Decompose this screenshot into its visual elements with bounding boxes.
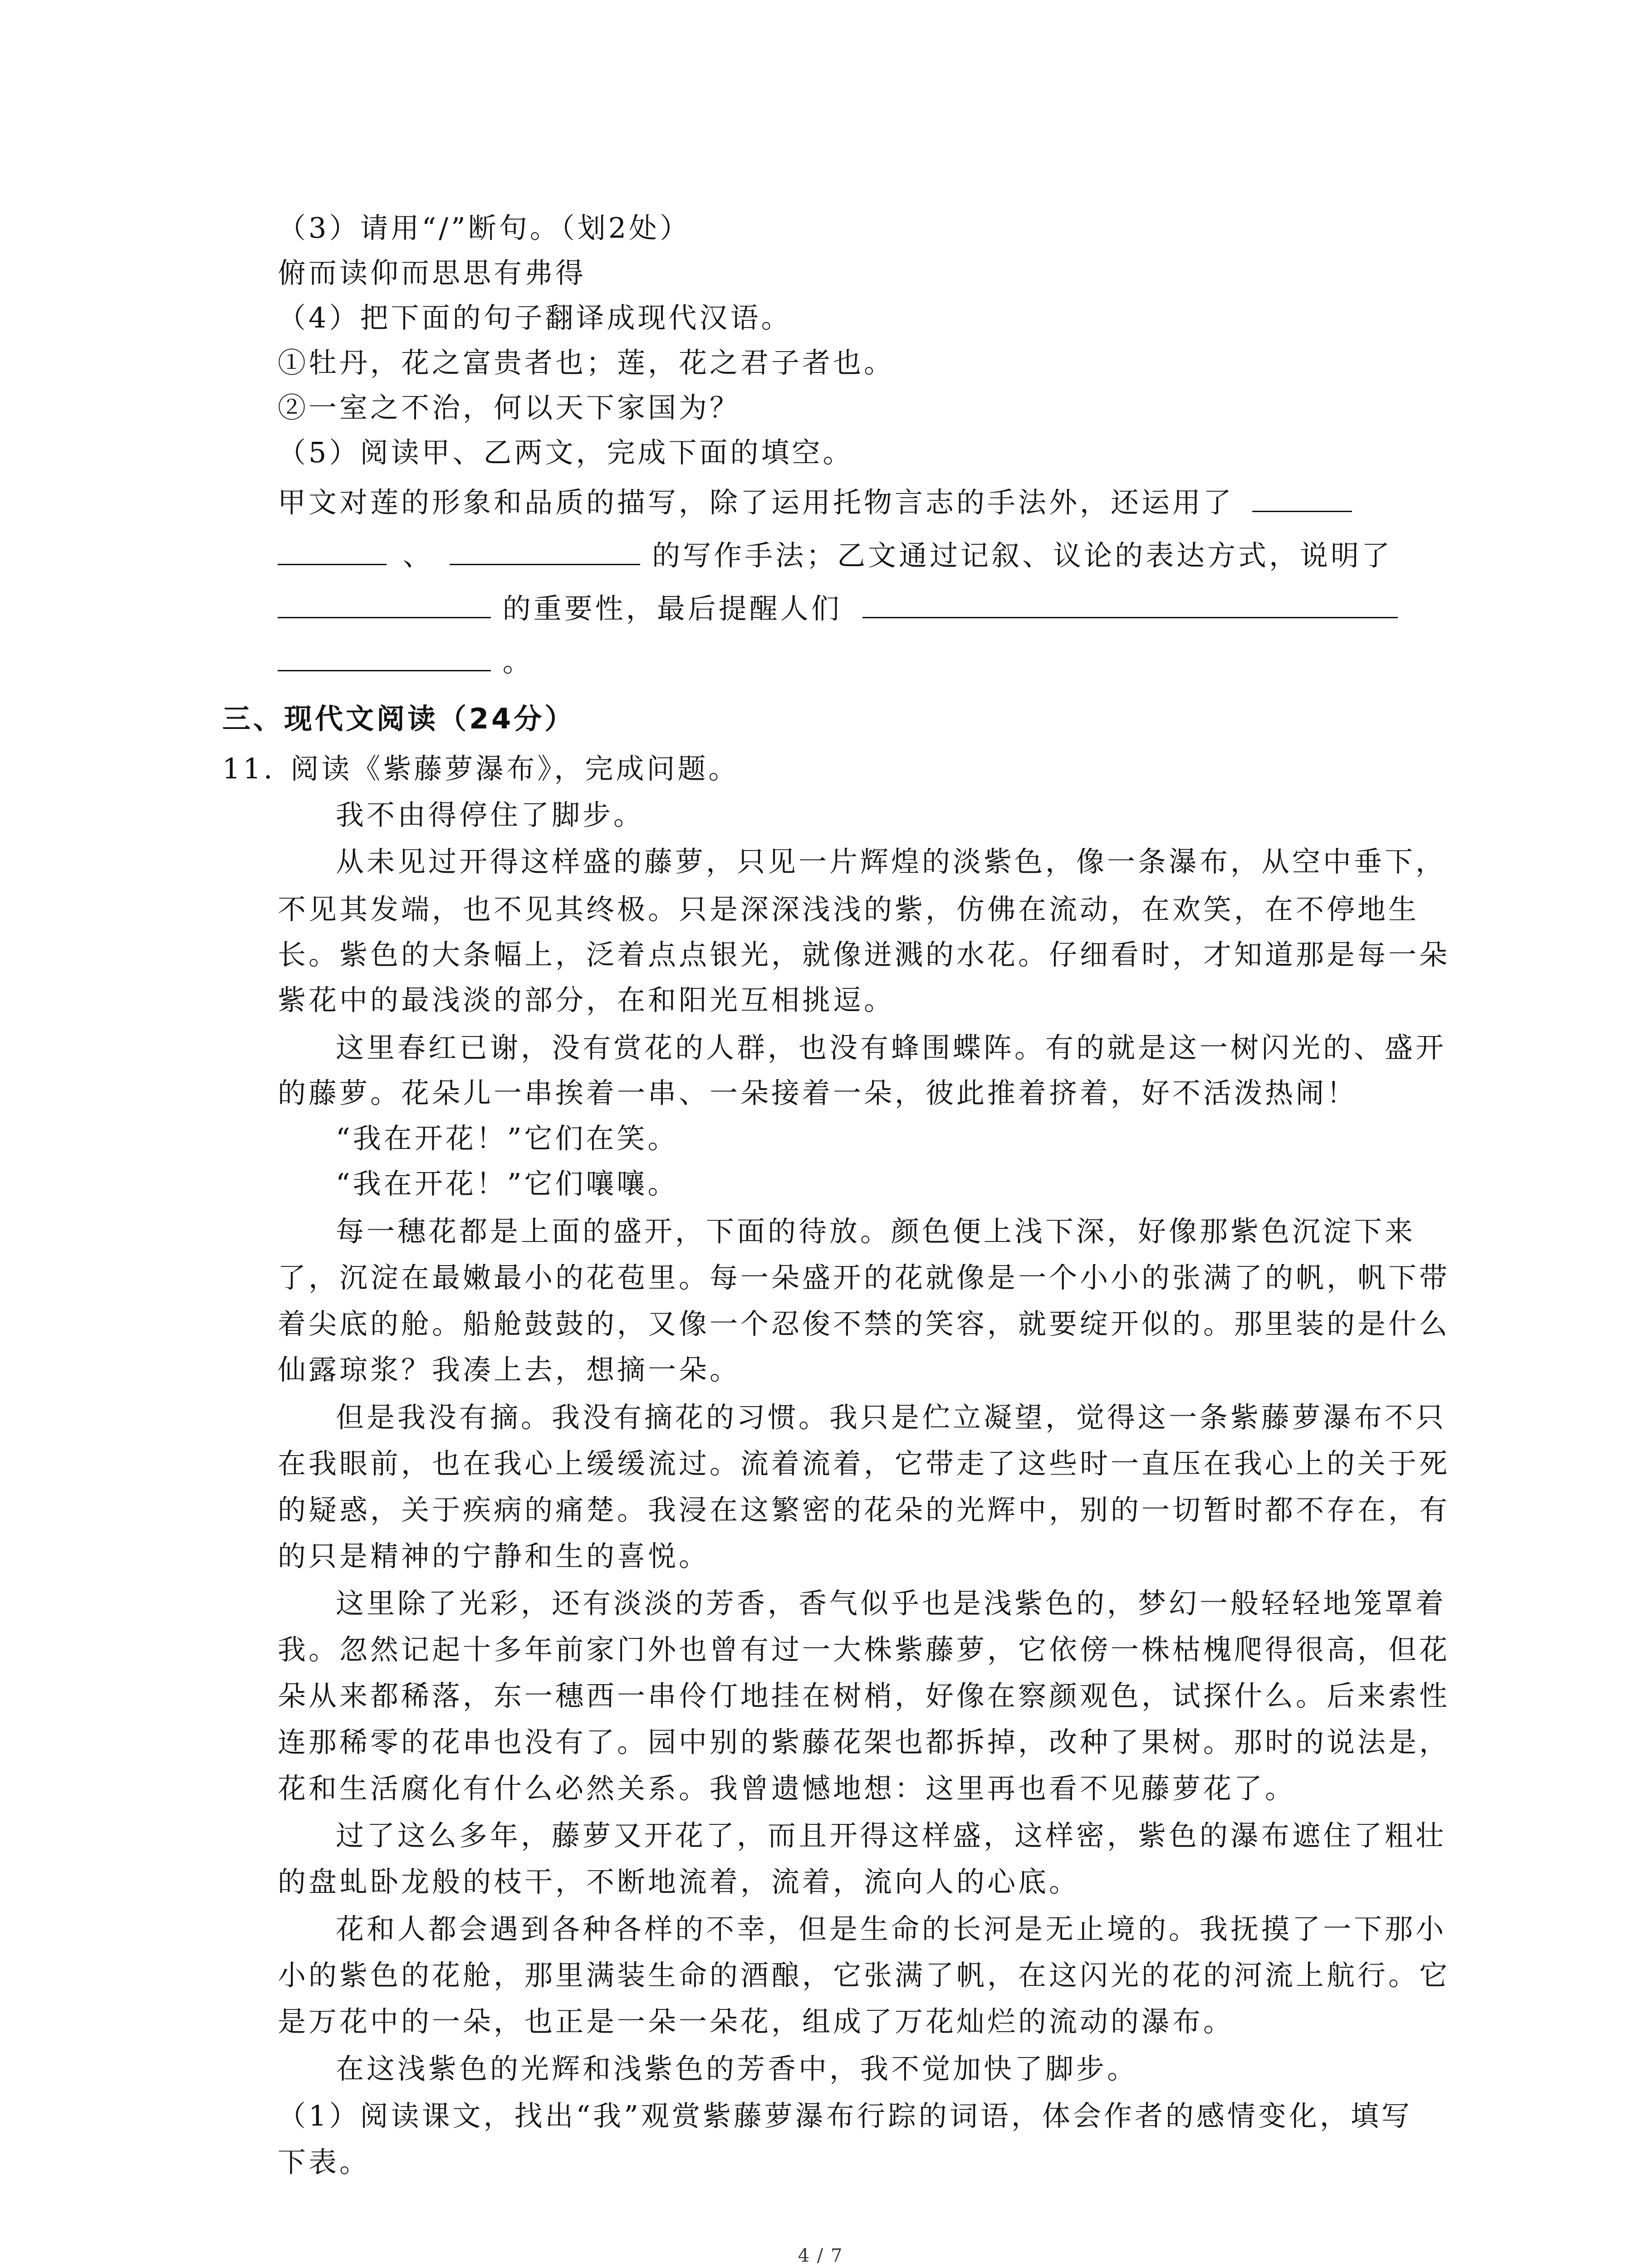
- q11-line: 花和人都会遇到各种各样的不幸，但是生命的长河是无止境的。我抚摸了一下那小: [336, 1912, 1447, 1945]
- q11-line: 了，沉淀在最嫩最小的花苞里。每一朵盛开的花就像是一个小小的张满了的帆，帆下带: [278, 1261, 1450, 1294]
- q11-line: 小的紫色的花舱，那里满装生命的酒酿，它张满了帆，在这闪光的花的河流上航行。它: [278, 1959, 1450, 1992]
- q11-line: 花和生活腐化有什么必然关系。我曾遗憾地想：这里再也看不见藤萝花了。: [278, 1772, 1296, 1805]
- section-heading: 三、现代文阅读（24分）: [222, 702, 576, 735]
- q11-title: 阅读《紫藤萝瀑布》，完成问题。: [290, 752, 740, 785]
- answer-blank-4[interactable]: [278, 589, 491, 618]
- q11-line: 长。紫色的大条幅上，泛着点点银光，就像迸溅的水花。仔细看时，才知道那是每一朵: [278, 938, 1450, 971]
- q10-sub4-item1: ①牡丹，花之富贵者也；莲，花之君子者也。: [278, 346, 895, 379]
- q10-sub3-prompt: （3）请用“/”断句。（划2处）: [278, 211, 691, 244]
- q11-line: 每一穗花都是上面的盛开，下面的待放。颜色便上浅下深，好像那紫色沉淀下来: [336, 1215, 1416, 1248]
- answer-blank-6[interactable]: [278, 642, 491, 671]
- q11-line: 的盘虬卧龙般的枝干，不断地流着，流着，流向人的心底。: [278, 1865, 1080, 1898]
- q11-line: 紫花中的最浅淡的部分，在和阳光互相挑逗。: [278, 983, 895, 1017]
- q11-sub1-line1: （1）阅读课文，找出“我”观赏紫藤萝瀑布行踪的词语，体会作者的感情变化，填写: [278, 2099, 1412, 2132]
- q11-line: 在这浅紫色的光辉和浅紫色的芳香中，我不觉加快了脚步。: [336, 2052, 1138, 2085]
- q11-line: 是万花中的一朵，也正是一朵一朵花，组成了万花灿烂的流动的瀑布。: [278, 2005, 1234, 2038]
- q11-line: 我不由得停住了脚步。: [336, 798, 645, 831]
- q10-sub4-item2: ②一室之不治，何以天下家国为？: [278, 391, 741, 424]
- q11-line: 连那稀零的花串也没有了。园中别的紫藤花架也都拆掉，改种了果树。那时的说法是，: [278, 1725, 1450, 1759]
- q11-line: 从未见过开得这样盛的藤萝，只见一片辉煌的淡紫色，像一条瀑布，从空中垂下，: [336, 845, 1447, 878]
- q10-sub5-line3: [278, 588, 1398, 629]
- q10-sub5-line4: [278, 641, 534, 682]
- page-number: 4 / 7: [798, 2245, 843, 2266]
- q10-sub5-line2-text: 的写作手法；乙文通过记叙、议论的表达方式，说明了: [652, 539, 1393, 572]
- q10-sub5-sep: 、: [402, 539, 434, 572]
- q11-line: 这里春红已谢，没有赏花的人群，也没有蜂围蝶阵。有的就是这一树闪光的、盛开: [336, 1031, 1447, 1064]
- q11-line: “我在开花！”它们在笑。: [336, 1122, 679, 1155]
- q10-sub4-prompt: （4）把下面的句子翻译成现代汉语。: [278, 301, 792, 334]
- q10-sub5-line3-text: 的重要性，最后提醒人们: [502, 592, 842, 625]
- q11-header: [222, 748, 739, 789]
- answer-blank-5[interactable]: [862, 589, 1398, 618]
- q10-sub5-prompt: （5）阅读甲、乙两文，完成下面的填空。: [278, 436, 854, 469]
- q11-number: 11.: [222, 752, 275, 785]
- answer-blank-3[interactable]: [450, 536, 640, 565]
- q11-line: 这里除了光彩，还有淡淡的芳香，香气似乎也是浅紫色的，梦幻一般轻轻地笼罩着: [336, 1587, 1447, 1620]
- q11-sub1-line2: 下表。: [278, 2146, 371, 2179]
- q10-sub5-line1-text: 甲文对莲的形象和品质的描写，除了运用托物言志的手法外，还运用了: [278, 486, 1234, 519]
- q11-line: “我在开花！”它们嚷嚷。: [336, 1167, 679, 1200]
- q11-line: 的疑惑，关于疾病的痛楚。我浸在这繁密的花朵的光辉中，别的一切暂时都不存在，有: [278, 1493, 1450, 1526]
- q11-line: 我。忽然记起十多年前家门外也曾有过一大株紫藤萝，它依傍一株枯槐爬得很高，但花: [278, 1633, 1450, 1666]
- q11-line: 在我眼前，也在我心上缓缓流过。流着流着，它带走了这些时一直压在我心上的关于死: [278, 1447, 1450, 1480]
- q10-sub5-line1: [278, 482, 1352, 523]
- q11-line: 过了这么多年，藤萝又开花了，而且开得这样盛，这样密，紫色的瀑布遮住了粗壮: [336, 1819, 1447, 1852]
- q10-sub5-end: 。: [502, 645, 534, 678]
- answer-blank-1[interactable]: [1252, 483, 1352, 512]
- q11-line: 的藤萝。花朵儿一串挨着一串、一朵接着一朵，彼此推着挤着，好不活泼热闹！: [278, 1076, 1358, 1110]
- q11-line: 但是我没有摘。我没有摘花的习惯。我只是伫立凝望，觉得这一条紫藤萝瀑布不只: [336, 1401, 1447, 1434]
- q10-sub3-text: 俯而读仰而思思有弗得: [278, 256, 587, 289]
- q11-line: 的只是精神的宁静和生的喜悦。: [278, 1540, 710, 1573]
- q11-line: 仙露琼浆？我凑上去，想摘一朵。: [278, 1353, 741, 1386]
- answer-blank-2[interactable]: [278, 536, 387, 565]
- q11-line: 朵从来都稀落，东一穗西一串伶仃地挂在树梢，好像在察颜观色，试探什么。后来索性: [278, 1679, 1450, 1712]
- q10-sub5-line2: [278, 535, 1392, 576]
- q11-line: 着尖底的舱。船舱鼓鼓的，又像一个忍俊不禁的笑容，就要绽开似的。那里装的是什么: [278, 1307, 1450, 1340]
- q11-line: 不见其发端，也不见其终极。只是深深浅浅的紫，仿佛在流动，在欢笑，在不停地生: [278, 893, 1420, 926]
